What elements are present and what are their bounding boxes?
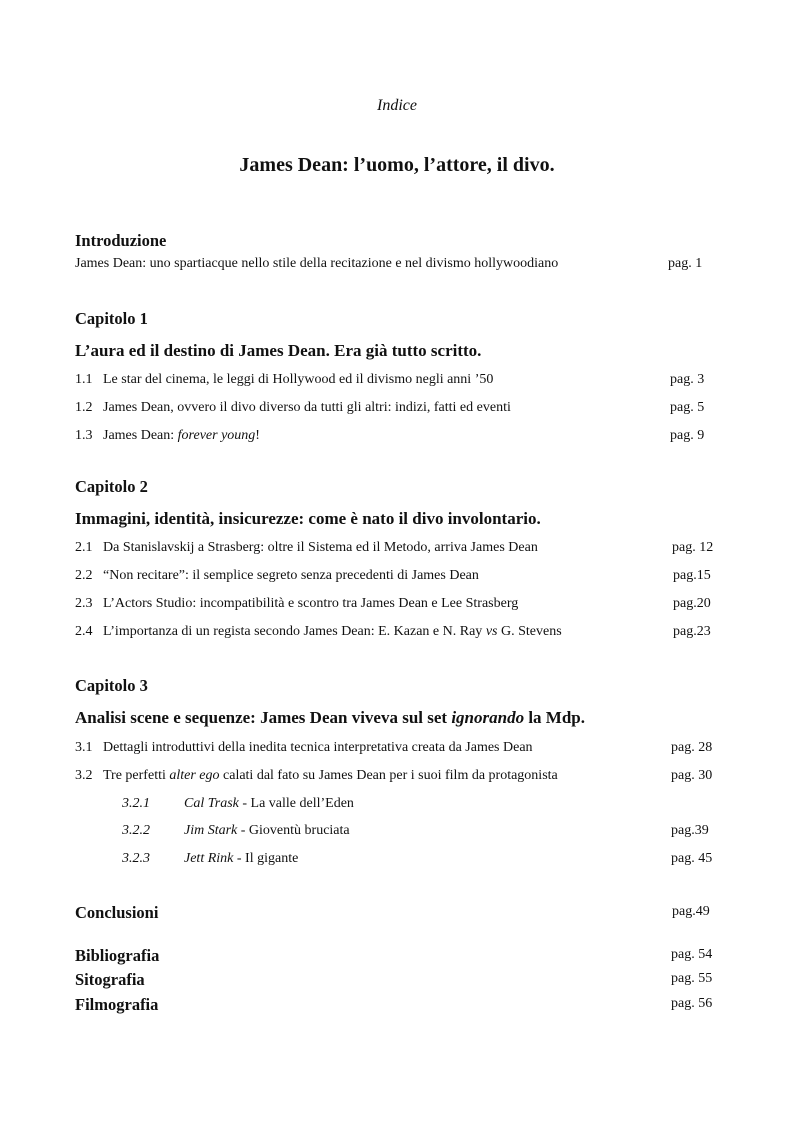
toc-subentry-character: Jett Rink: [184, 851, 234, 866]
toc-entry-page: pag.15: [673, 568, 711, 583]
toc-entry-number: 2.2: [75, 568, 93, 583]
toc-entry-number: 2.4: [75, 624, 93, 639]
chapter-2-title: Immagini, identità, insicurezze: come è nato il divo involontario.: [75, 509, 541, 528]
chapter-3-title-emphasis: ignorando: [451, 708, 525, 727]
chapter-1-label: Capitolo 1: [75, 309, 148, 328]
toc-entry-number: 1.3: [75, 428, 93, 443]
toc-entry-text: James Dean: forever young!: [103, 428, 260, 443]
toc-entry-text: Dettagli introduttivi della inedita tecnica interpretativa creata da James Dean: [103, 740, 533, 755]
toc-entry-page: pag.23: [673, 624, 711, 639]
toc-entry-number: 1.2: [75, 400, 93, 415]
toc-entry-number: 2.3: [75, 596, 93, 611]
toc-subentry-page: pag.39: [671, 823, 709, 838]
toc-subentry-number: 3.2.1: [122, 796, 150, 811]
toc-subentry-character: Jim Stark: [184, 823, 238, 838]
page-label: Indice: [377, 97, 417, 114]
conclusions-heading: Conclusioni: [75, 903, 159, 922]
chapter-3-label: Capitolo 3: [75, 676, 148, 695]
toc-entry-text: “Non recitare”: il semplice segreto senza precedenti di James Dean: [103, 568, 479, 583]
toc-entry-page: pag. 9: [670, 428, 705, 443]
filmography-page: pag. 56: [671, 996, 713, 1011]
toc-entry-page: pag. 12: [672, 540, 714, 555]
toc-entry-text: L’importanza di un regista secondo James Dean: E. Kazan e N. Ray vs G. Stevens: [103, 624, 562, 639]
toc-subentry-text: Jett Rink - Il gigante: [184, 851, 299, 866]
conclusions-page: pag.49: [672, 904, 710, 919]
toc-entry-page: pag. 5: [670, 400, 705, 415]
toc-entry-number: 3.1: [75, 740, 93, 755]
toc-entry-text: Le star del cinema, le leggi di Hollywood ed il divismo negli anni ’50: [103, 372, 494, 387]
toc-subentry-number: 3.2.2: [122, 823, 150, 838]
toc-entry-emphasis: vs: [485, 624, 498, 639]
toc-entry-text: Tre perfetti alter ego calati dal fato su James Dean per i suoi film da protagonista: [103, 768, 558, 783]
document-title: James Dean: l’uomo, l’attore, il divo.: [239, 154, 555, 176]
toc-entry-emphasis: forever young: [177, 428, 256, 443]
introduction-entry-page: pag. 1: [668, 256, 703, 271]
toc-entry-number: 2.1: [75, 540, 93, 555]
toc-entry-page: pag.20: [673, 596, 711, 611]
toc-entry-number: 3.2: [75, 768, 93, 783]
toc-entry-page: pag. 28: [671, 740, 713, 755]
toc-entry-text: L’Actors Studio: incompatibilità e scontro tra James Dean e Lee Strasberg: [103, 596, 519, 611]
toc-subentry-page: pag. 45: [671, 851, 713, 866]
bibliography-heading: Bibliografia: [75, 946, 160, 965]
webography-heading: Sitografia: [75, 970, 145, 989]
toc-subentry-text: Jim Stark - Gioventù bruciata: [184, 823, 350, 838]
chapter-2-label: Capitolo 2: [75, 477, 148, 496]
toc-subentry-character: Cal Trask: [184, 796, 239, 811]
introduction-entry-text: James Dean: uno spartiacque nello stile della recitazione e nel divismo hollywoodiano: [75, 256, 559, 271]
toc-subentry-text: Cal Trask - La valle dell’Eden: [184, 796, 354, 811]
toc-entry-text: James Dean, ovvero il divo diverso da tutti gli altri: indizi, fatti ed eventi: [103, 400, 511, 415]
chapter-1-title: L’aura ed il destino di James Dean. Era già tutto scritto.: [75, 341, 482, 360]
toc-entry-text: Da Stanislavskij a Strasberg: oltre il Sistema ed il Metodo, arriva James Dean: [103, 540, 538, 555]
introduction-heading: Introduzione: [75, 231, 167, 250]
toc-entry-number: 1.1: [75, 372, 93, 387]
toc-entry-page: pag. 3: [670, 372, 705, 387]
chapter-3-title: Analisi scene e sequenze: James Dean viveva sul set ignorando la Mdp.: [75, 708, 586, 727]
toc-subentry-number: 3.2.3: [122, 851, 150, 866]
webography-page: pag. 55: [671, 971, 713, 986]
toc-entry-page: pag. 30: [671, 768, 713, 783]
bibliography-page: pag. 54: [671, 947, 713, 962]
toc-entry-emphasis: alter ego: [169, 768, 220, 783]
filmography-heading: Filmografia: [75, 995, 159, 1014]
